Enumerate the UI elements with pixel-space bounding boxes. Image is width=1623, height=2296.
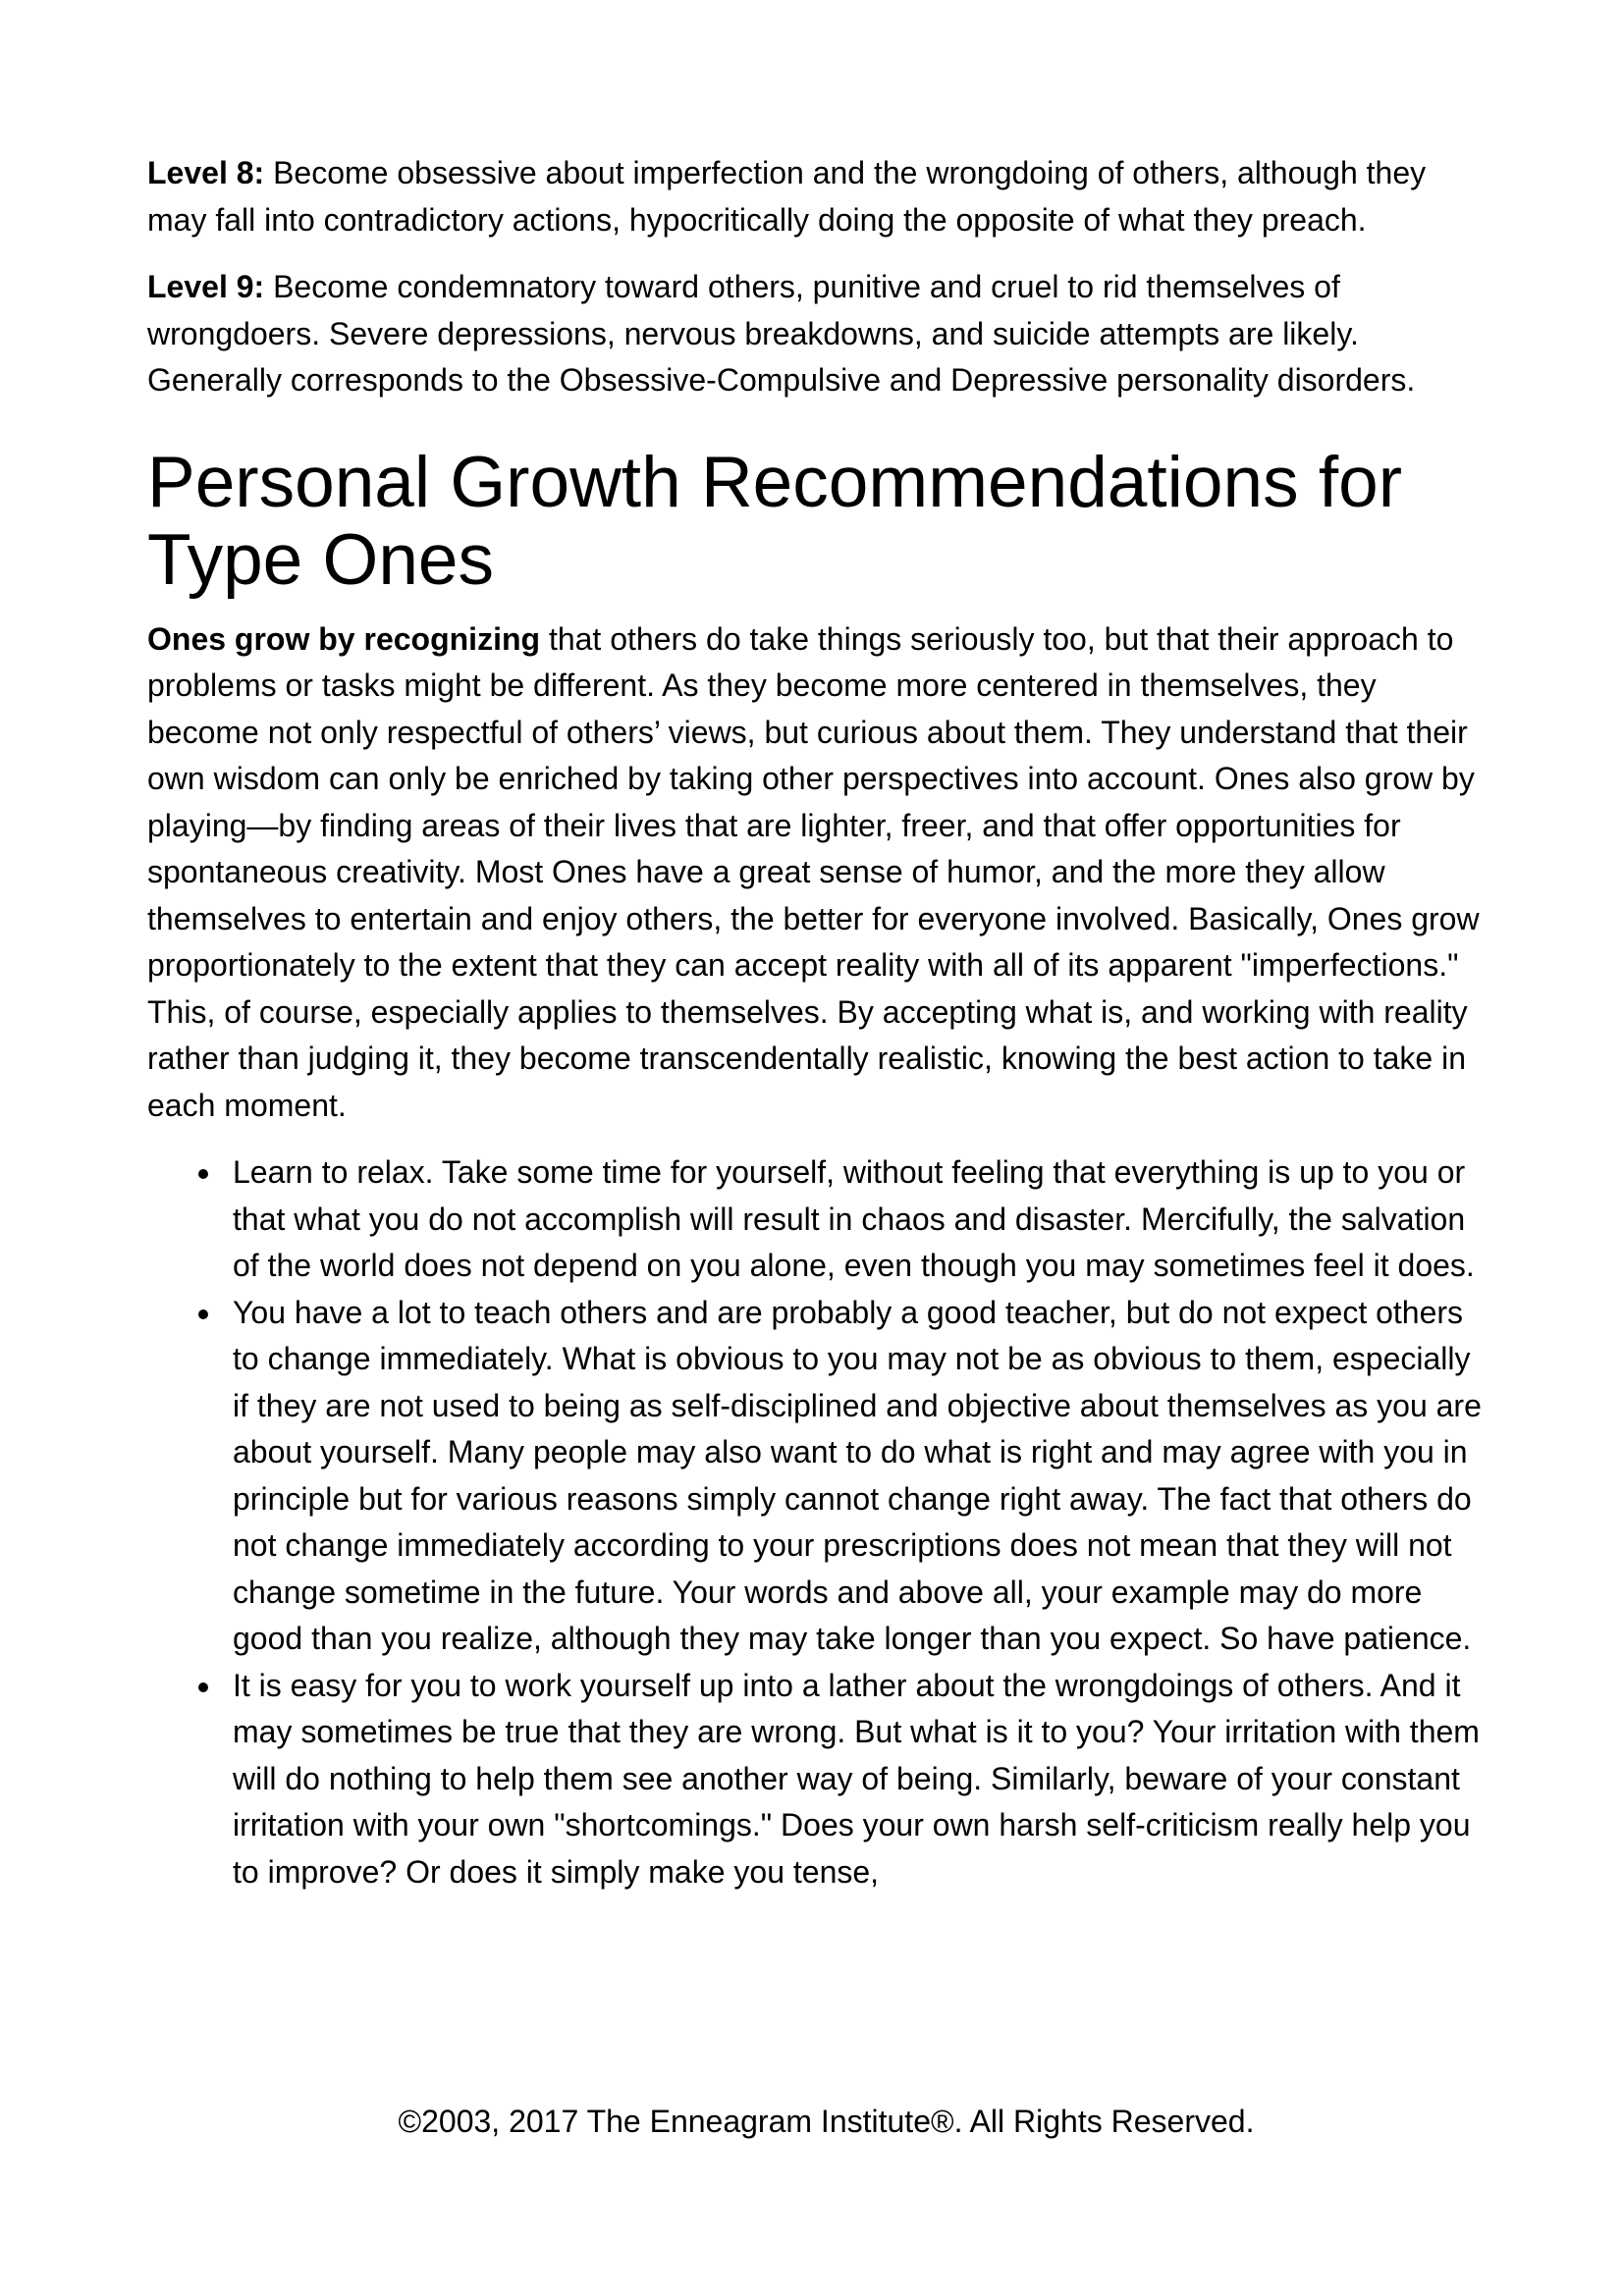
level-8-text: Become obsessive about imperfection and the wrongdoing of others, although they may fall into contradictory actions, hypocritically doing the opposite of what they preach.	[147, 155, 1427, 238]
bullet-icon	[198, 1309, 208, 1319]
recommendation-text: Learn to relax. Take some time for yourself, without feeling that everything is up to you or that what you do not accomplish will result in chaos and disaster. Mercifully, the salvation of the world does not depend on you alone, even though you may sometimes feel it does.	[233, 1154, 1475, 1283]
level-9-label: Level 9:	[147, 269, 265, 304]
intro-paragraph	[147, 616, 1492, 1130]
level-9-paragraph	[147, 264, 1492, 404]
level-9-text: Become condemnatory toward others, punitive and cruel to rid themselves of wrongdoers. Severe depressions, nervous breakdowns, and suicide attempts are likely. Generally corresponds to the Obsessive-Compulsive and Depressive personality disorders.	[147, 269, 1416, 398]
level-8-paragraph	[147, 150, 1492, 243]
section-title: Personal Growth Recommendations for Type Ones	[147, 442, 1403, 600]
intro-lead: Ones grow by recognizing	[147, 620, 541, 657]
list-item	[147, 1149, 1492, 1290]
bullet-icon	[198, 1169, 208, 1179]
level-8-label: Level 8:	[147, 155, 265, 190]
document-page	[147, 150, 1492, 1896]
intro-text: that others do take things seriously too, but that their approach to problems or tasks might be different. As they become more centered in themselves, they become not only respectful of others’ views, but curious about them. They understand that their own wisdom can only be enriched by taking other perspectives into account. Ones also grow by playing—by finding areas of their lives that are lighter, freer, and that offer opportunities for spontaneous creativity. Most Ones have a great sense of humor, and the more they allow themselves to entertain and enjoy others, the better for everyone involved. Basically, Ones grow proportionately to the extent that they can accept reality with all of its apparent "imperfections." This, of course, especially applies to themselves. By accepting what is, and working with reality rather than judging it, they become transcendentally realistic, knowing the best action to take in each moment.	[147, 620, 1480, 1123]
list-item	[147, 1663, 1492, 1896]
bullet-icon	[198, 1682, 208, 1692]
copyright-text: ©2003, 2017 The Enneagram Institute®. All Rights Reserved.	[398, 2104, 1255, 2139]
page-footer	[0, 2099, 1623, 2145]
recommendations-list	[147, 1149, 1492, 1896]
recommendation-text: You have a lot to teach others and are probably a good teacher, but do not expect others to change immediately. What is obvious to you may not be as obvious to them, especially if they are not used to being as self-disciplined and objective about themselves as you are about yourself. Many people may also want to do what is right and may agree with you in principle but for various reasons simply cannot change right away. The fact that others do not change immediately according to your prescriptions does not mean that they will not change sometime in the future. Your words and above all, your example may do more good than you realize, although they may take longer than you expect. So have patience.	[233, 1294, 1482, 1656]
recommendation-text: It is easy for you to work yourself up into a lather about the wrongdoings of others. And it may sometimes be true that they are wrong. But what is it to you? Your irritation with them will do nothing to help them see another way of being. Similarly, beware of your constant irritation with your own "shortcomings." Does your own harsh self-criticism really help you to improve? Or does it simply make you tense,	[233, 1667, 1480, 1890]
list-item	[147, 1290, 1492, 1663]
